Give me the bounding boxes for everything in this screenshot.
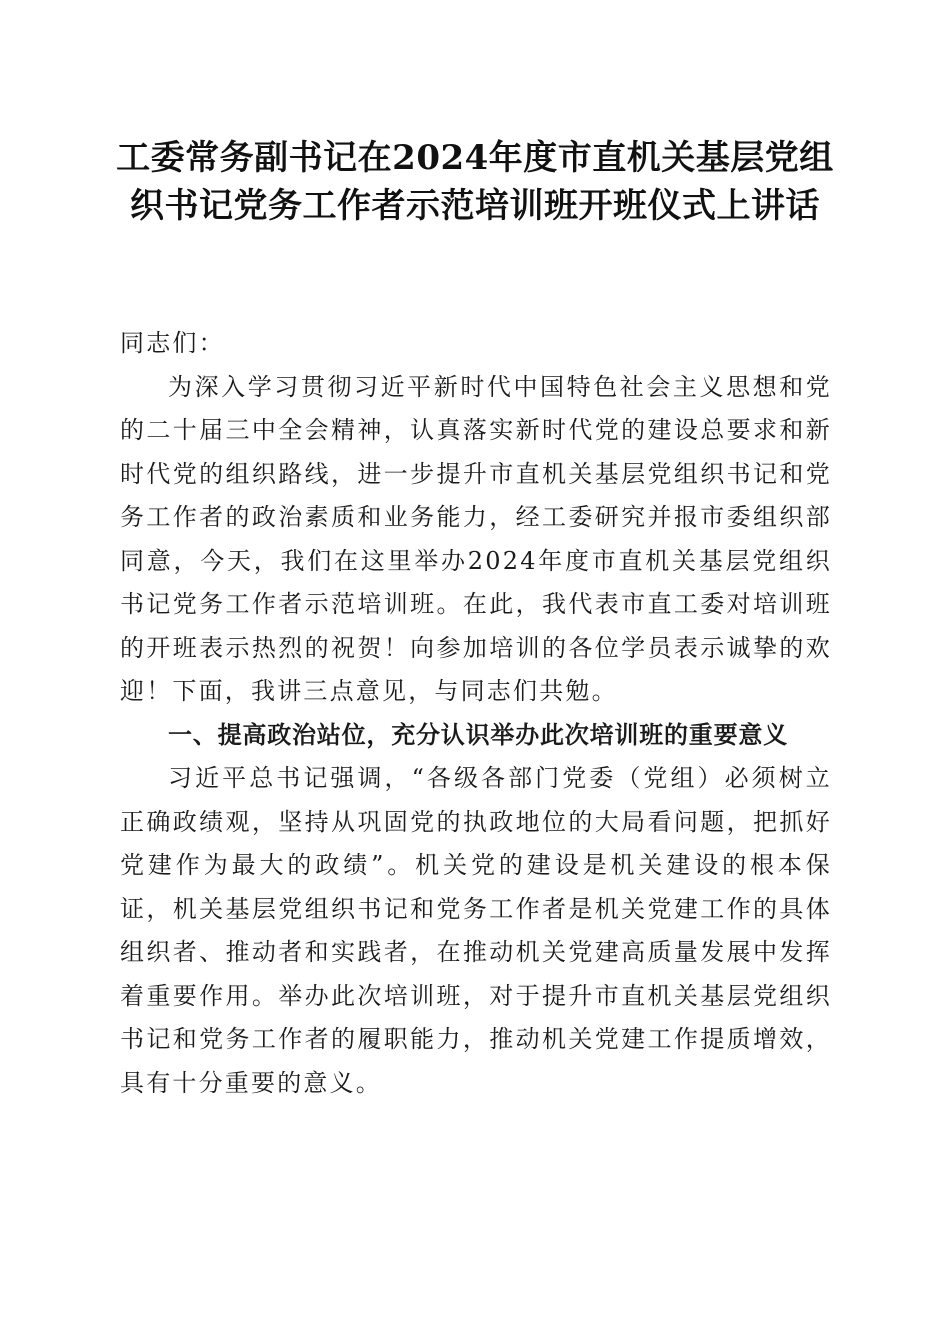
intro-paragraph: 为深入学习贯彻习近平新时代中国特色社会主义思想和党的二十届三中全会精神，认真落实新时代党的建设总要求和新时代党的组织路线，进一步提升市直机关基层党组织书记和党务工作者的政治素质和业务能力，经工委研究并报市委组织部同意，今天，我们在这里举办2024年度市直机关基层党组织书记党务工作者示范培训班。在此，我代表市直工委对培训班的开班表示热烈的祝贺！向参加培训的各位学员表示诚挚的欢迎！下面，我讲三点意见，与同志们共勉。 <box>120 372 832 705</box>
document-title: 工委常务副书记在2024年度市直机关基层党组织书记党务工作者示范培训班开班仪式上讲话 <box>116 138 834 226</box>
section-heading-1: 一、提高政治站位，充分认识举办此次培训班的重要意义 <box>168 720 788 749</box>
document-body <box>120 322 832 1105</box>
greeting-line: 同志们： <box>120 329 225 357</box>
section-1-paragraph: 习近平总书记强调，“各级各部门党委（党组）必须树立正确政绩观，坚持从巩固党的执政地位的大局看问题，把抓好党建作为最大的政绩”。机关党的建设是机关建设的根本保证，机关基层党组织书记和党务工作者是机关党建工作的具体组织者、推动者和实践者，在推动机关党建高质量发展中发挥着重要作用。举办此次培训班，对于提升市直机关基层党组织书记和党务工作者的履职能力，推动机关党建工作提质增效，具有十分重要的意义。 <box>120 764 832 1097</box>
